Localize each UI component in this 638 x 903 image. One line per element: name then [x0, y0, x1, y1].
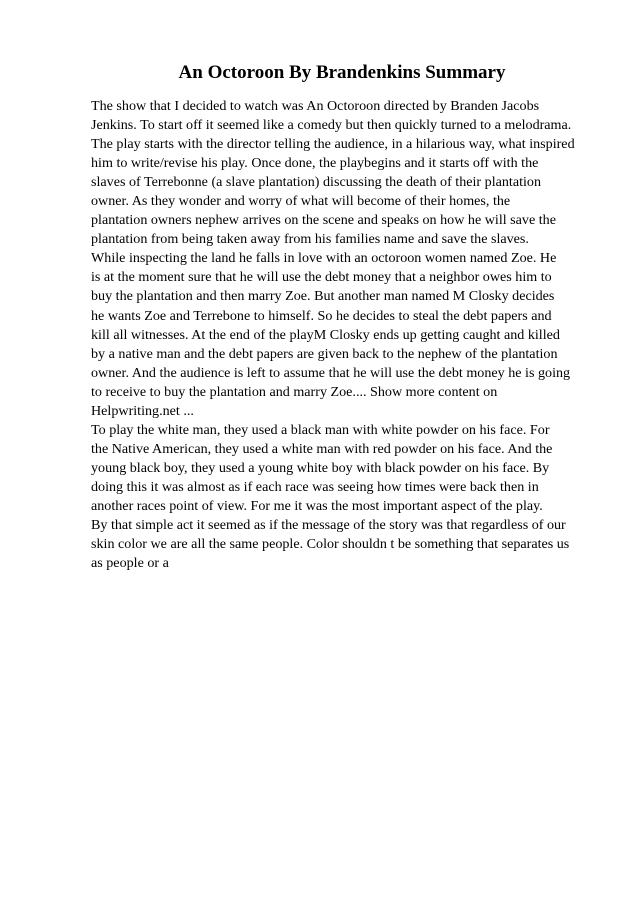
text-line: To play the white man, they used a black man with white powder on his face. For: [91, 421, 550, 438]
document-body: [91, 97, 601, 573]
text-line: another races point of view. For me it was the most important aspect of the play.: [91, 497, 543, 514]
text-line: he wants Zoe and Terrebone to himself. So he decides to steal the debt papers and: [91, 307, 552, 324]
text-line: plantation owners nephew arrives on the scene and speaks on how he will save the: [91, 212, 556, 229]
text-line: young black boy, they used a young white boy with black powder on his face. By: [91, 459, 550, 476]
text-line: slaves of Terrebonne (a slave plantation) discussing the death of their plantation: [91, 174, 542, 191]
text-line: The show that I decided to watch was An Octoroon directed by Branden Jacobs: [91, 98, 540, 114]
text-line: the Native American, they used a white man with red powder on his face. And the: [91, 440, 553, 457]
text-line: doing this it was almost as if each race was seeing how times were back then in: [91, 478, 539, 495]
text-line: By that simple act it seemed as if the message of the story was that regardless of our: [91, 517, 566, 534]
text-line: plantation from being taken away from his families name and save the slaves.: [91, 231, 529, 248]
text-line: him to write/revise his play. Once done, the playbegins and it starts off with the: [91, 155, 539, 172]
text-line: kill all witnesses. At the end of the playM Closky ends up getting caught and killed: [91, 326, 560, 343]
text-line: While inspecting the land he falls in love with an octoroon women named Zoe. He: [91, 250, 557, 267]
text-line: buy the plantation and then marry Zoe. But another man named M Closky decides: [91, 288, 555, 305]
text-line: owner. As they wonder and worry of what will become of their homes, the: [91, 193, 511, 210]
text-line: owner. And the audience is left to assume that he will use the debt money he is going: [91, 364, 571, 381]
text-line: Jenkins. To start off it seemed like a comedy but then quickly turned to a melodrama.: [91, 117, 572, 134]
text-line: skin color we are all the same people. Color shouldn t be something that separates us: [91, 536, 570, 553]
text-line: The play starts with the director telling the audience, in a hilarious way, what inspired: [91, 136, 575, 153]
text-line: to receive to buy the plantation and marry Zoe.... Show more content on: [91, 383, 498, 400]
source-link: Helpwriting.net ...: [91, 402, 194, 419]
document-title: An Octoroon By Brandenkins Summary: [178, 62, 506, 83]
text-line: is at the moment sure that he will use the debt money that a neighbor owes him to: [91, 269, 552, 286]
text-line: as people or a: [91, 555, 169, 572]
text-line: by a native man and the debt papers are given back to the nephew of the plantation: [91, 345, 558, 362]
